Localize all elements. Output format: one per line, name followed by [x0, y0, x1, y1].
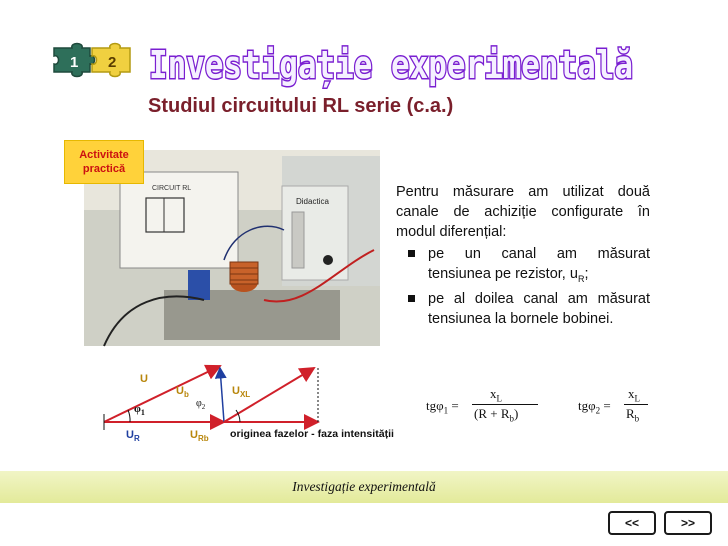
puzzle-number-2: 2 — [108, 54, 117, 71]
intro-text: Pentru măsurare am utilizat două canale de achiziție configurate în modul diferențial: — [396, 184, 650, 240]
svg-text:φ1: $\varphi_1$ — [134, 403, 145, 417]
measurement-list — [396, 244, 650, 329]
origin-caption: originea fazelor - faza intensității — [230, 428, 395, 440]
label-ub: U — [176, 385, 184, 397]
formula-tg-phi2: tgφ$_2$ = $x_L$ $R_b$ — [578, 386, 658, 426]
page-title — [146, 38, 636, 90]
u-vector — [104, 366, 220, 422]
formula-tg-phi1: tgφ$_1$ = $x_L$ $(R + R_b)$ — [426, 386, 556, 426]
label-phi1: φ — [134, 403, 141, 415]
circuit-panel-label: CIRCUIT RL — [152, 185, 192, 192]
label-ur: U — [126, 429, 134, 441]
svg-text:UR: $U_R$ — [126, 429, 140, 443]
device-label: Didactica — [296, 197, 329, 206]
measurement-description — [396, 182, 650, 329]
list-item: pe al doilea canal am măsurat tensiunea la bornele bobinei. — [428, 289, 650, 329]
ub-vector — [220, 368, 224, 422]
label-urb: U — [190, 429, 198, 441]
bullet-square-icon — [408, 295, 415, 302]
bullet-square-icon — [408, 250, 415, 257]
badge-line2: practică — [82, 163, 126, 175]
previous-button[interactable]: << — [608, 511, 656, 535]
phasor-diagram — [92, 362, 404, 448]
fraction-line — [624, 404, 648, 405]
page-subtitle: Studiul circuitului RL serie (c.a.) — [148, 95, 454, 117]
label-uxl: U — [232, 385, 240, 397]
list-item: pe un canal am măsurat tensiunea pe rezistor, $u_R$; — [428, 244, 650, 289]
fraction-line — [472, 404, 538, 405]
label-u: U — [140, 373, 148, 385]
activity-badge — [64, 140, 144, 184]
next-button[interactable]: >> — [664, 511, 712, 535]
footer-title: Investigație experimentală — [292, 479, 436, 494]
svg-text:φ2: $\varphi_2$ — [196, 398, 206, 411]
label-phi2: φ — [196, 398, 202, 409]
svg-text:URb: $U_{Rb}$ — [190, 429, 209, 443]
puzzle-number-1: 1 — [70, 54, 79, 71]
page-title-text: Investigație experimentală — [149, 43, 633, 87]
badge-line1: Activitate — [79, 149, 129, 161]
puzzle-logo-icon — [50, 40, 134, 80]
svg-text:Ub: $U_b$ — [176, 385, 189, 399]
svg-text:UXL: $U_{XL}$ — [232, 385, 251, 399]
